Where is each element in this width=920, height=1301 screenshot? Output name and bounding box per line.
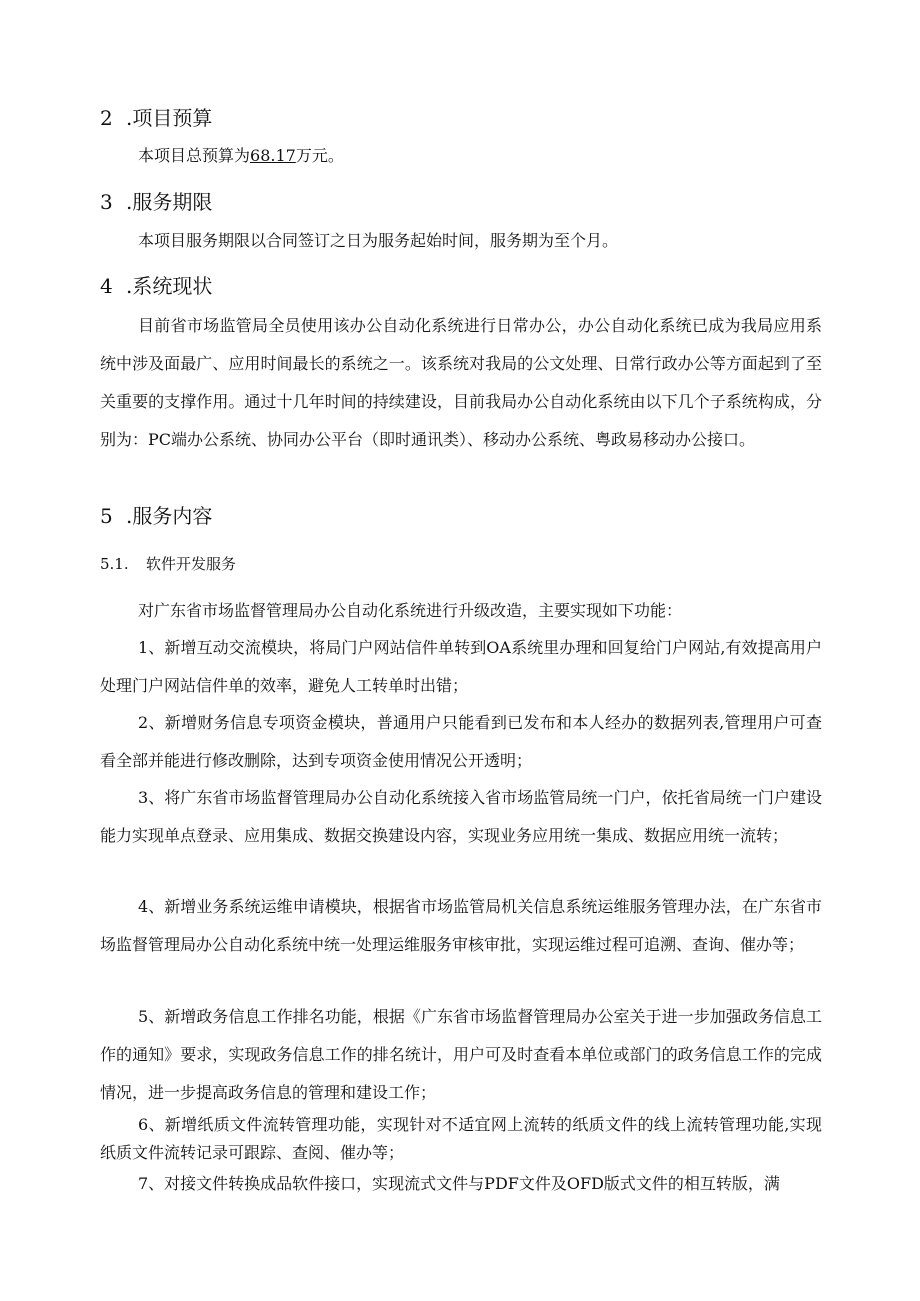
content-intro: 对广东省市场监督管理局办公自动化系统进行升级改造，主要实现如下功能： xyxy=(138,601,683,620)
content-item-5: 5、新增政务信息工作排名功能，根据《广东省市场监督管理局办公室关于进一步加强政务信息工作的通知》要求，实现政务信息工作的排名统计，用户可及时查看本单位或部门的政务信息工作的完成情况，进一步提高政务信息的管理和建设工作； xyxy=(100,1007,822,1102)
section-number: 3 xyxy=(100,190,113,214)
budget-text-prefix: 本项目总预算为 xyxy=(138,146,251,165)
section-title: .项目预算 xyxy=(126,106,213,130)
section-heading-budget xyxy=(100,106,212,130)
subsection-number: 5.1. xyxy=(100,555,129,573)
period-paragraph: 本项目服务期限以合同签订之日为服务起始时间，服务期为至个月。 xyxy=(138,231,619,250)
section-number: 5 xyxy=(100,504,113,528)
section-heading-period xyxy=(100,190,212,214)
budget-amount: 68.17 xyxy=(250,146,296,165)
section-heading-content xyxy=(100,504,212,528)
status-paragraph: 目前省市场监管局全员使用该办公自动化系统进行日常办公，办公自动化系统已成为我局应用系统中涉及面最广、应用时间最长的系统之一。该系统对我局的公文处理、日常行政办公等方面起到了至关重要的支撑作用。通过十几年时间的持续建设，目前我局办公自动化系统由以下几个子系统构成，分别为：PC端办公系统、协同办公平台（即时通讯类）、移动办公系统、粤政易移动办公接口。 xyxy=(100,316,822,449)
content-item-6: 6、新增纸质文件流转管理功能，实现针对不适宜网上流转的纸质文件的线上流转管理功能,实现纸质文件流转记录可跟踪、查阅、催办等； xyxy=(100,1115,822,1162)
content-item-7: 7、对接文件转换成品软件接口，实现流式文件与PDF文件及OFD版式文件的相互转版，满 xyxy=(138,1174,780,1193)
subsection-heading xyxy=(100,554,236,574)
section-title: .服务内容 xyxy=(126,504,213,528)
content-item-3: 3、将广东省市场监督管理局办公自动化系统接入省市场监管局统一门户，依托省局统一门户建设能力实现单点登录、应用集成、数据交换建设内容，实现业务应用统一集成、数据应用统一流转； xyxy=(100,788,822,845)
budget-paragraph xyxy=(138,144,344,168)
content-item-4: 4、新增业务系统运维申请模块，根据省市场监管局机关信息系统运维服务管理办法，在广东省市场监督管理局办公自动化系统中统一处理运维服务审核审批，实现运维过程可追溯、查询、催办等； xyxy=(100,897,822,954)
content-item-1: 1、新增互动交流模块，将局门户网站信件单转到OA系统里办理和回复给门户网站,有效提高用户处理门户网站信件单的效率，避免人工转单时出错； xyxy=(100,638,822,695)
section-title: .系统现状 xyxy=(126,274,213,298)
section-heading-status xyxy=(100,274,212,298)
section-number: 4 xyxy=(100,274,113,298)
section-number: 2 xyxy=(100,106,113,130)
section-title: .服务期限 xyxy=(126,190,213,214)
budget-text-suffix: 万元。 xyxy=(295,146,344,165)
content-item-2: 2、新增财务信息专项资金模块，普通用户只能看到已发布和本人经办的数据列表,管理用户可查看全部并能进行修改删除，达到专项资金使用情况公开透明； xyxy=(100,713,822,770)
subsection-title: 软件开发服务 xyxy=(146,555,237,573)
